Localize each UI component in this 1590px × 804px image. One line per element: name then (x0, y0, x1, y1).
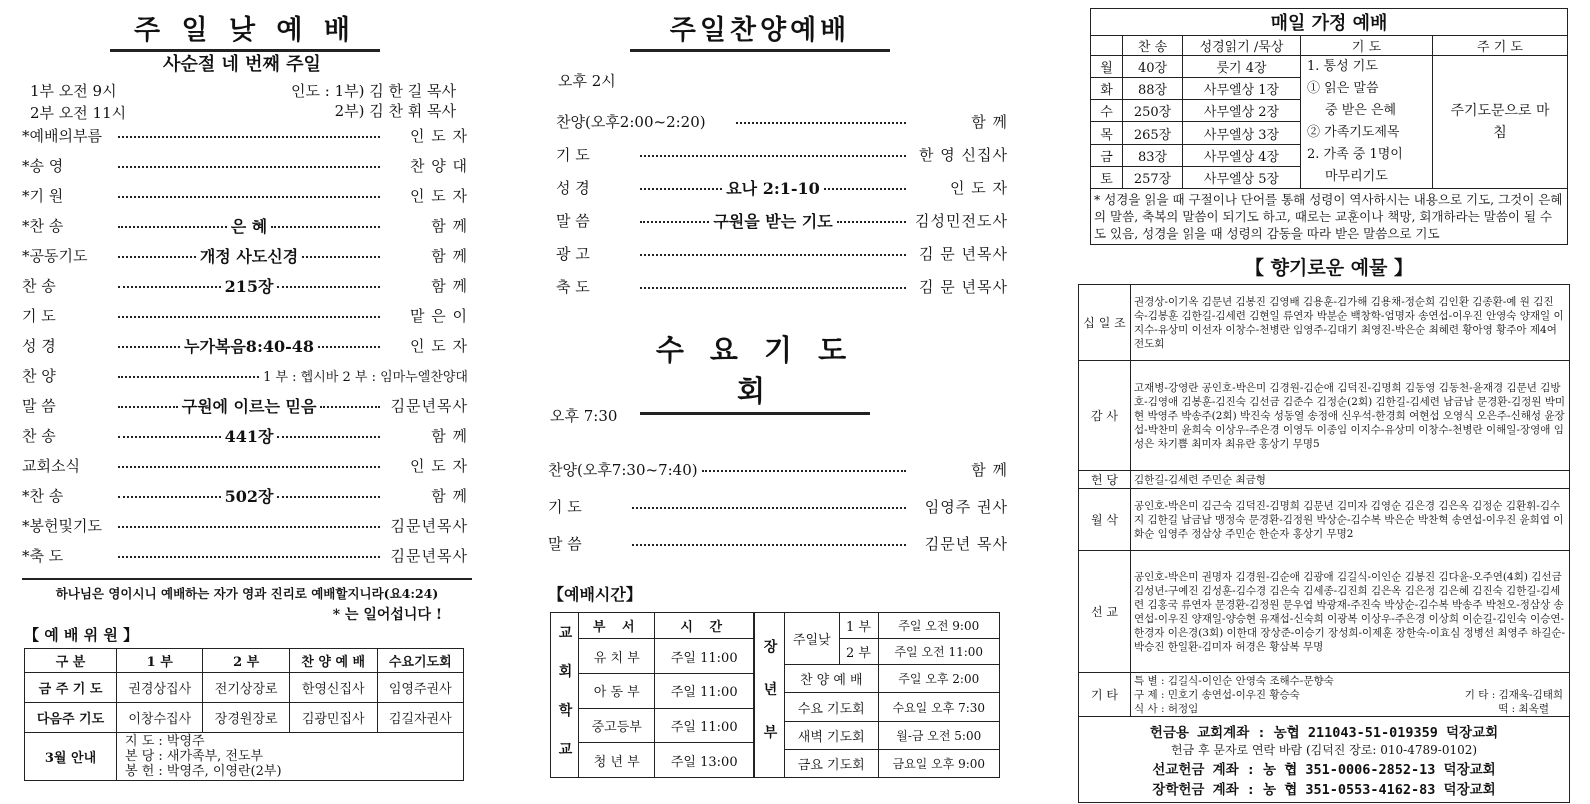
leader-dots (118, 188, 380, 198)
order-label: 성 경 (22, 336, 56, 355)
daily-head: 주 기 도 (1433, 36, 1568, 56)
reading-cell: 사무엘상 1장 (1183, 78, 1301, 100)
offering-title: 【 향기로운 예물 】 (1245, 257, 1413, 279)
order-label: 말 씀 (548, 534, 582, 553)
leader-dots (118, 518, 380, 528)
committee-head: 구 분 (25, 649, 117, 673)
prayer-line: 2. 가족 중 1명이 (1307, 147, 1403, 162)
leader-dots (118, 248, 196, 258)
leader-dots (118, 368, 259, 378)
order-label: 성 경 (556, 178, 590, 197)
order-item: 1 부 : 헵시바 2 부 : 임마누엘찬양대 (263, 369, 468, 385)
order-label: 말 씀 (22, 396, 56, 415)
order-label: 찬 송 (22, 426, 56, 445)
committee-cell: 김광민집사 (289, 703, 377, 733)
order-row (556, 275, 1008, 297)
order-label: 기 도 (548, 497, 582, 516)
sched-cell: 금요 기도회 (785, 749, 879, 777)
schedule-title: 【예배시간】 (548, 585, 642, 604)
committee-cell: 장경원장로 (203, 703, 289, 733)
order-row (556, 143, 1008, 165)
order-label: 축 도 (556, 277, 590, 296)
misc-right: 떡 : 최옥렬 (1498, 703, 1549, 715)
committee-cell: 한영신집사 (289, 673, 377, 703)
order-label: 찬양(오후2:00~2:20) (556, 112, 706, 131)
leader-dots (118, 278, 221, 288)
sched-cell: 주일 11:00 (655, 708, 754, 743)
march-line: 본 당 : 새가족부, 전도부 (125, 749, 264, 764)
order-row (22, 184, 468, 206)
service-time-2: 2부 오전 11시 (30, 104, 127, 122)
leader-dots (837, 213, 906, 223)
order-row (22, 364, 468, 386)
praise-worship-column (548, 0, 1008, 804)
day-cell: 토 (1091, 166, 1123, 188)
leader-dots (277, 278, 380, 288)
order-row (22, 124, 468, 146)
prayer-line: 마무리기도 (1325, 169, 1388, 184)
reading-cell: 사무엘상 2장 (1183, 100, 1301, 122)
order-row (548, 458, 1008, 480)
offering-label: 십 일 조 (1079, 285, 1131, 361)
sched-cell: 1 부 (839, 613, 878, 639)
committee-cell: 김길자권사 (377, 703, 463, 733)
order-responsible: 김문년목사 (390, 516, 468, 535)
daily-head: 찬 송 (1123, 36, 1183, 56)
committee-head: 2 부 (203, 649, 289, 673)
day-cell: 수 (1091, 100, 1123, 122)
offering-label: 감 사 (1079, 361, 1131, 471)
sched-cell: 중고등부 (579, 708, 655, 743)
order-row (556, 176, 1008, 198)
order-row (22, 484, 468, 506)
day-cell: 목 (1091, 122, 1123, 144)
order-label: *찬 송 (22, 486, 64, 505)
sched-cell: 유 치 부 (579, 639, 655, 674)
leader-dots (632, 499, 906, 509)
leader-2: 2부) 김 찬 휘 목사 (334, 102, 456, 120)
order-row (22, 544, 468, 566)
order-label: 광 고 (556, 244, 590, 263)
daily-note: * 성경을 읽을 때 구절이나 단어를 통해 성령이 역사하시는 내용으로 기도, 그것이 은혜의 말씀, 축복의 말씀이 되기도 하고, 때로는 교훈이나 책망, 회개하라는 말씀이 될 수도 있음, 성경을 읽을 때 성령의 감동을 따라 받은 말씀으로 기도 (1091, 189, 1568, 245)
account-scholarship: 장학헌금 계좌 : 농 협 351-0553-4162-83 덕장교회 (1152, 782, 1496, 798)
order-row (22, 514, 468, 536)
order-label: *공동기도 (22, 246, 88, 265)
order-responsible: 인 도 자 (410, 336, 469, 355)
march-line: 봉 헌 : 박영주, 이영란(2부) (125, 764, 282, 779)
leader-dots (640, 180, 722, 190)
stand-note: * 는 일어섭니다 ! (332, 607, 442, 623)
schedule-table-school (550, 612, 754, 778)
sched-cell: 2 부 (839, 639, 878, 665)
committee-head: 찬 양 예 배 (289, 649, 377, 673)
sched-head: 시 간 (655, 613, 754, 639)
committee-cell: 이창수집사 (117, 703, 203, 733)
order-row (22, 244, 468, 266)
misc-right: 기 타 : 김재욱-김태희 (1464, 689, 1563, 701)
order-label: 기 도 (556, 145, 590, 164)
offering-names: 공인호-박은미 김근숙 김덕진-김명희 김문년 김미자 김영순 김은경 김은옥 김정순 김환휘-김수지 김한길 남금남 맹정숙 문경환-김정원 박상순-김수복 박은순 박찬혁 송연섭-이우진 윤희엽 이화순 임영주 정삼상 주민순 한순자 홍상기 무명2 (1131, 489, 1570, 551)
hymn-cell: 265장 (1123, 122, 1183, 144)
praise-time: 오후 2시 (558, 72, 616, 90)
order-item: 502장 (224, 486, 274, 506)
march-line: 지 도 : 박영주 (125, 734, 205, 749)
leader-dots (702, 462, 906, 472)
sched-cell: 주일 오전 11:00 (878, 639, 999, 665)
order-row (548, 532, 1008, 554)
order-row (22, 274, 468, 296)
sunday-worship-title: 주 일 낮 예 배 (110, 8, 380, 52)
hymn-cell: 250장 (1123, 100, 1183, 122)
prayer-line: ② 가족기도제목 (1307, 125, 1400, 140)
leader-dots (118, 548, 380, 558)
order-item: 은 혜 (230, 216, 268, 236)
order-label: *송 영 (22, 156, 64, 175)
sched-cell: 주일 11:00 (655, 639, 754, 674)
hymn-cell: 257장 (1123, 166, 1183, 188)
leader-dots (640, 213, 709, 223)
wednesday-prayer-title: 수 요 기 도 회 (640, 328, 870, 415)
leader-dots (118, 398, 178, 408)
prayer-line: 중 받은 은혜 (1325, 103, 1397, 118)
offering-label: 기 타 (1079, 673, 1131, 717)
leader-dots (824, 180, 906, 190)
order-responsible: 김 문 년목사 (919, 244, 1008, 263)
offering-label: 헌 당 (1079, 471, 1131, 489)
order-responsible: 김문년 목사 (924, 534, 1008, 553)
committee-cell: 다음주 기도 (25, 703, 117, 733)
order-label: 말 씀 (556, 211, 590, 230)
leader-dots (118, 308, 380, 318)
scripture-verse: 하나님은 영이시니 예배하는 자가 영과 진리로 예배할지니라(요4:24) (22, 578, 472, 602)
sunday-worship-column (22, 0, 472, 804)
leader-dots (640, 147, 906, 157)
prayer-line: 1. 통성 기도 (1307, 59, 1378, 74)
committee-title: 【 예 배 위 원 】 (24, 626, 139, 644)
committee-cell: 금 주 기 도 (25, 673, 117, 703)
school-label: 교 회 학 교 (551, 613, 579, 778)
wednesday-time: 오후 7:30 (550, 407, 618, 425)
order-row (556, 110, 1008, 132)
leader-dots (320, 398, 380, 408)
sched-cell: 아 동 부 (579, 674, 655, 709)
committee-table (24, 648, 464, 781)
offering-names: 김한길-김세련 주민순 최금형 (1131, 471, 1570, 489)
committee-cell: 전기상장로 (203, 673, 289, 703)
order-label: *봉헌및기도 (22, 516, 102, 535)
order-responsible: 인 도 자 (409, 126, 468, 145)
order-label: 교회소식 (22, 456, 80, 475)
order-row (22, 424, 468, 446)
committee-head: 1 부 (117, 649, 203, 673)
leader-1: 인도 : 1부) 김 한 길 목사 (291, 82, 456, 100)
order-label: *예배의부름 (22, 126, 102, 145)
leader-dots (736, 114, 906, 124)
offering-names: 공인호-박은미 권명자 김경원-김순애 김광애 김길식-이인순 김봉진 김다윤-오주연(4회) 김선금 김성년-구예진 김성훈-김수경 김은숙 김세종-김진희 김은옥 김은정 김은혜 김진숙 김한길-김세련 김홍국 류연자 문경환-김정원 문우엽 박광재-주진숙 박상순-김수복 박송주 박천오-정삼상 송연섭-이우진 양재일-양승현 유재섭-신숙희 이광복 이상우-주은경 이상희 이순길-김인숙 이승연-한경자 이은경(3회) 이한대 장상준-이승기 장성희-이제훈 장한숙-이효심 정병선 최영주 하길순-박승진 한일환-김미자 허경은 황삼복 무명 (1131, 551, 1570, 673)
order-responsible: 함 께 (971, 460, 1008, 479)
order-item: 구원을 받는 기도 (713, 211, 833, 231)
day-cell: 월 (1091, 56, 1123, 78)
hymn-cell: 40장 (1123, 56, 1183, 78)
offering-label: 월 삭 (1079, 489, 1131, 551)
order-responsible: 인 도 자 (949, 178, 1008, 197)
schedule-table-adult (754, 612, 1000, 778)
sched-cell: 찬 양 예 배 (785, 665, 879, 693)
account-church: 헌금용 교회계좌 : 농협 211043-51-019359 덕장교회 (1149, 725, 1499, 741)
praise-worship-title: 주일찬양예배 (630, 8, 890, 52)
offering-names: 고재병-강영란 공인호-박은미 김경원-김순애 김덕진-김명희 김동영 김동천-윤재경 김문년 김방호-김영애 김봉훈-김진숙 김선금 김준수 김정순(2회) 김한길-김세련 남금남 문경환-김정원 박미현 박영주 박송주(2회) 박진숙 성동열 송정애 신우석-한경희 여현섭 오영식 오은주-신해성 윤장섭-박찬미 윤희숙 이상우-주은경 이영두 이종임 이지수-유상미 이창수-천병란 이해일-장영애 임성은 차기쁨 최미자 최유란 홍상기 무명5 (1131, 361, 1570, 471)
sched-cell: 수요일 오후 7:30 (878, 693, 999, 721)
order-responsible: 함 께 (971, 112, 1008, 131)
order-item: 구원에 이르는 믿음 (181, 396, 317, 416)
committee-head: 수요기도회 (377, 649, 463, 673)
leader-dots (118, 158, 380, 168)
leader-dots (318, 338, 380, 348)
order-row (548, 495, 1008, 517)
sched-head: 부 서 (579, 613, 655, 639)
order-label: *축 도 (22, 546, 64, 565)
order-row (22, 214, 468, 236)
sched-cell: 새벽 기도회 (785, 721, 879, 749)
order-responsible: 함 께 (431, 216, 469, 235)
sched-cell: 주일 13:00 (655, 743, 754, 778)
day-cell: 화 (1091, 78, 1123, 100)
order-responsible: 임영주 권사 (924, 497, 1008, 516)
misc-line: 특 별 : 김길식-이인순 안영숙 조해수-문향숙 (1134, 674, 1334, 687)
order-label: 찬 양 (22, 366, 56, 385)
leader-dots (302, 248, 380, 258)
order-responsible: 함 께 (431, 486, 469, 505)
committee-cell: 권경상집사 (117, 673, 203, 703)
daily-head: 기 도 (1301, 36, 1433, 56)
leader-dots (640, 279, 906, 289)
sched-cell: 청 년 부 (579, 743, 655, 778)
sched-cell: 주일 오전 9:00 (878, 613, 999, 639)
sched-cell: 주일 11:00 (655, 674, 754, 709)
order-responsible: 김문년목사 (390, 546, 468, 565)
leader-dots (277, 488, 380, 498)
order-row (22, 454, 468, 476)
order-responsible: 김 문 년목사 (919, 277, 1008, 296)
order-item: 개정 사도신경 (199, 246, 299, 266)
reading-cell: 사무엘상 4장 (1183, 144, 1301, 166)
lords-prayer: 주기도문으로 마침 (1433, 56, 1568, 189)
order-responsible: 김성민전도사 (915, 211, 1008, 230)
leader-dots (118, 218, 227, 228)
leader-dots (277, 428, 380, 438)
order-label: 기 도 (22, 306, 56, 325)
order-label: 찬 송 (22, 276, 56, 295)
order-responsible: 맡 은 이 (409, 306, 468, 325)
adult-label: 장 년 부 (755, 613, 785, 778)
reading-cell: 사무엘상 3장 (1183, 122, 1301, 144)
march-label: 3월 안내 (25, 733, 117, 781)
day-cell: 금 (1091, 144, 1123, 166)
offering-table (1078, 284, 1570, 803)
order-responsible: 김문년목사 (390, 396, 469, 415)
sched-cell: 수요 기도회 (785, 693, 879, 721)
leader-dots (118, 128, 380, 138)
leader-dots (118, 458, 380, 468)
daily-worship-column (1083, 0, 1570, 804)
order-item: 215장 (224, 276, 274, 296)
daily-worship-title: 매일 가정 예배 (1091, 9, 1568, 36)
order-row (22, 394, 468, 416)
order-item: 누가복음8:40-48 (183, 336, 315, 356)
order-row (22, 334, 468, 356)
order-row (556, 242, 1008, 264)
leader-dots (118, 338, 180, 348)
hymn-cell: 88장 (1123, 78, 1183, 100)
sched-cell: 금요일 오후 9:00 (878, 749, 999, 777)
order-item: 441장 (224, 426, 274, 446)
order-row (22, 154, 468, 176)
leader-dots (118, 428, 221, 438)
order-responsible: 함 께 (431, 246, 468, 265)
order-responsible: 찬 양 대 (409, 156, 468, 175)
misc-line: 식 사 : 허정임 (1134, 702, 1199, 715)
sched-cell: 월-금 오전 5:00 (878, 721, 999, 749)
account-note: 헌금 후 문자로 연락 바람 (김덕진 장로: 010-4789-0102) (1170, 743, 1478, 757)
order-item: 요나 2:1-10 (726, 178, 820, 198)
order-row (22, 304, 468, 326)
sunday-label: 주일낮 (785, 613, 840, 665)
lent-subtitle: 사순절 네 번째 주일 (163, 54, 321, 75)
account-mission: 선교헌금 계좌 : 농 협 351-0006-2852-13 덕장교회 (1152, 762, 1496, 778)
leader-dots (271, 218, 380, 228)
sched-cell: 주일 오후 2:00 (878, 665, 999, 693)
daily-head: 성경읽기 /묵상 (1183, 36, 1301, 56)
order-responsible: 함 께 (431, 426, 469, 445)
order-responsible: 인 도 자 (409, 456, 468, 475)
offering-names: 권경상-이기옥 김문년 김봉진 김영배 김용훈-김가해 김용채-정순희 김인환 김종환-예 원 김진숙-김봉훈 김한길-김세련 김현일 류연자 박분순 백창학-엄명자 송연섭-이우진 안영숙 양재일 이지수-유상미 이선자 이창수-천병란 임영주-김대기 최영진-박은순 최혜련 황아영 황주아 제4여전도회 (1131, 285, 1570, 361)
leader-dots (640, 246, 906, 256)
daily-worship-table (1090, 8, 1568, 245)
order-responsible: 한 영 신집사 (919, 145, 1008, 164)
hymn-cell: 83장 (1123, 144, 1183, 166)
prayer-line: ① 읽은 말씀 (1307, 81, 1379, 96)
offering-label: 선 교 (1079, 551, 1131, 673)
misc-line: 구 제 : 민호기 송연섭-이우진 황승숙 (1134, 688, 1300, 701)
service-time-1: 1부 오전 9시 (30, 82, 117, 100)
leader-dots (632, 536, 906, 546)
order-responsible: 인 도 자 (409, 186, 468, 205)
reading-cell: 사무엘상 5장 (1183, 166, 1301, 188)
order-label: 찬양(오후7:30~7:40) (548, 460, 698, 479)
order-responsible: 함 께 (431, 276, 469, 295)
order-label: *찬 송 (22, 216, 64, 235)
order-label: *기 원 (22, 186, 64, 205)
committee-cell: 임영주권사 (377, 673, 463, 703)
reading-cell: 룻기 4장 (1183, 56, 1301, 78)
leader-dots (118, 488, 221, 498)
order-row (556, 209, 1008, 231)
